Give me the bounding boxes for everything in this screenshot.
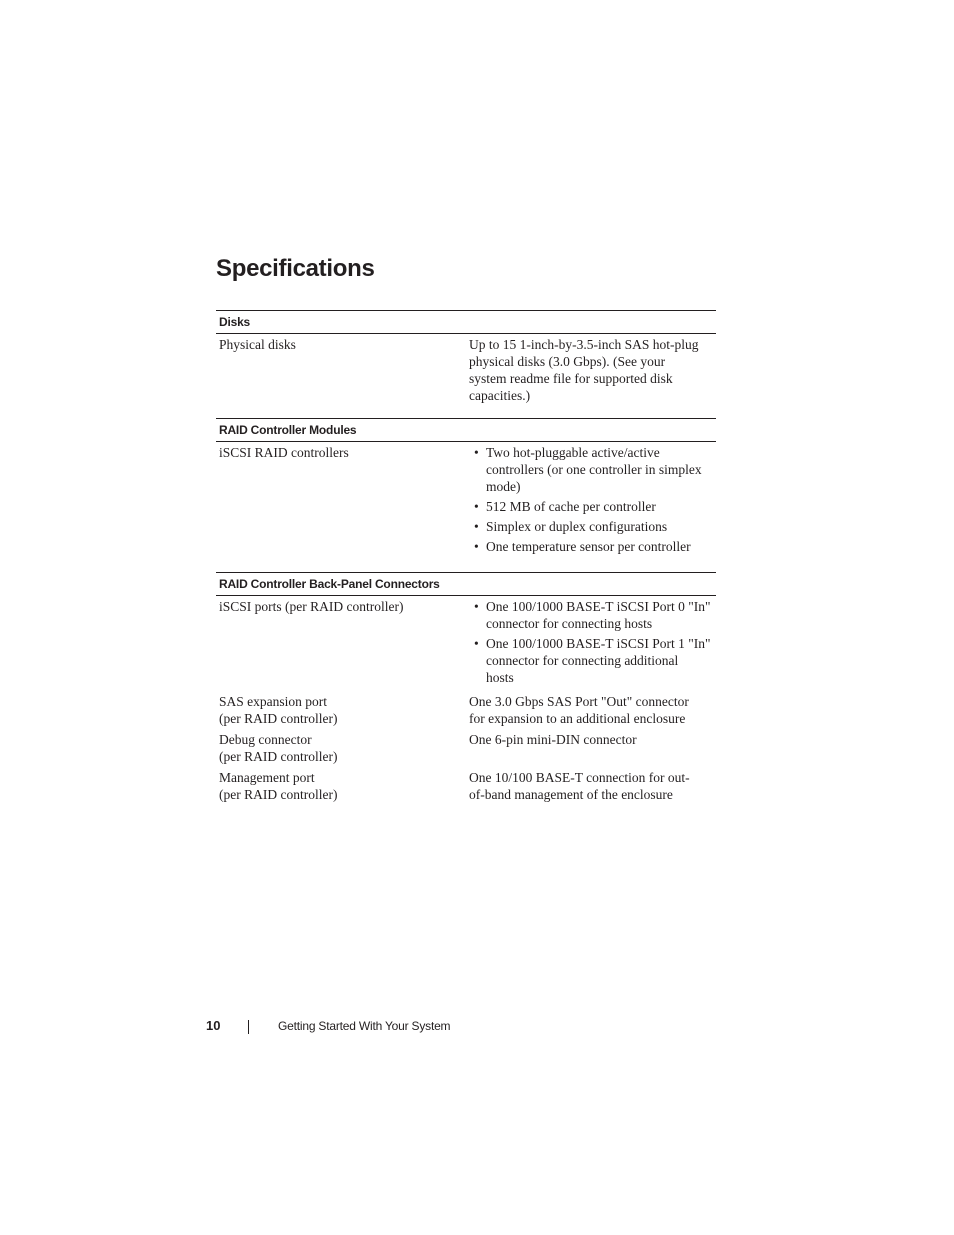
value-line: for expansion to an additional enclosure — [469, 711, 686, 726]
value-line: capacities.) — [469, 388, 531, 403]
section-raid-modules — [216, 442, 716, 572]
page-title: Specifications — [216, 255, 375, 282]
spec-label — [216, 693, 466, 727]
bullet-line: • One 100/1000 BASE-T iSCSI Port 0 "In" — [486, 599, 711, 614]
bullet-line: connector for connecting hosts — [486, 616, 653, 631]
value-line: of-band management of the enclosure — [469, 787, 673, 802]
value-line: One 6-pin mini-DIN connector — [469, 732, 637, 747]
spec-row-sas-expansion — [216, 693, 716, 727]
bullet-list — [469, 598, 716, 686]
specifications-table — [216, 310, 716, 817]
label-line: SAS expansion port — [219, 694, 327, 709]
bullet-list — [469, 444, 716, 555]
label-line: Debug connector — [219, 732, 312, 747]
page-number: 10 — [206, 1018, 221, 1033]
spec-row-physical-disks — [216, 336, 716, 404]
bullet-line: controllers (or one controller in simplex — [486, 462, 702, 477]
value-line: physical disks (3.0 Gbps). (See your — [469, 354, 666, 369]
spec-value — [466, 444, 716, 558]
value-line: system readme file for supported disk — [469, 371, 673, 386]
label-line: Management port — [219, 770, 315, 785]
label-line: (per RAID controller) — [219, 787, 338, 802]
label-line: (per RAID controller) — [219, 711, 338, 726]
bullet-line: • One 100/1000 BASE-T iSCSI Port 1 "In" — [486, 636, 711, 651]
spec-row-management-port — [216, 769, 716, 803]
footer-divider — [248, 1020, 249, 1034]
spec-value — [466, 598, 716, 689]
section-heading-disks: Disks — [216, 310, 716, 334]
bullet-line: • 512 MB of cache per controller — [486, 499, 656, 514]
section-back-panel — [216, 596, 716, 817]
running-title: Getting Started With Your System — [278, 1019, 451, 1033]
bullet-line: • One temperature sensor per controller — [486, 539, 691, 554]
bullet-item — [469, 498, 716, 515]
section-heading-back-panel: RAID Controller Back-Panel Connectors — [216, 572, 716, 596]
bullet-item — [469, 538, 716, 555]
spec-value — [466, 769, 716, 803]
bullet-item — [469, 444, 716, 495]
spec-value — [466, 336, 716, 404]
spec-label: Physical disks — [219, 337, 296, 352]
spec-value — [466, 693, 716, 727]
bullet-line: • Two hot-pluggable active/active — [486, 445, 660, 460]
label-line: (per RAID controller) — [219, 749, 338, 764]
value-line: One 3.0 Gbps SAS Port "Out" connector — [469, 694, 689, 709]
value-line: Up to 15 1-inch-by-3.5-inch SAS hot-plug — [469, 337, 699, 352]
spec-label: iSCSI RAID controllers — [219, 445, 349, 460]
bullet-item — [469, 518, 716, 535]
section-disks — [216, 334, 716, 418]
spec-label: iSCSI ports (per RAID controller) — [219, 599, 404, 614]
bullet-item — [469, 635, 716, 686]
spec-label — [216, 731, 466, 765]
spec-row-debug-connector — [216, 731, 716, 765]
spec-label — [216, 769, 466, 803]
bullet-item — [469, 598, 716, 632]
spec-row-iscsi-ports — [216, 598, 716, 689]
spec-row-iscsi-controllers — [216, 444, 716, 558]
section-heading-raid-modules: RAID Controller Modules — [216, 418, 716, 442]
bullet-line: • Simplex or duplex configurations — [486, 519, 668, 534]
bullet-line: connector for connecting additional — [486, 653, 679, 668]
value-line: One 10/100 BASE-T connection for out- — [469, 770, 690, 785]
spec-value — [466, 731, 716, 765]
bullet-line: mode) — [486, 479, 521, 494]
bullet-line: hosts — [486, 670, 514, 685]
